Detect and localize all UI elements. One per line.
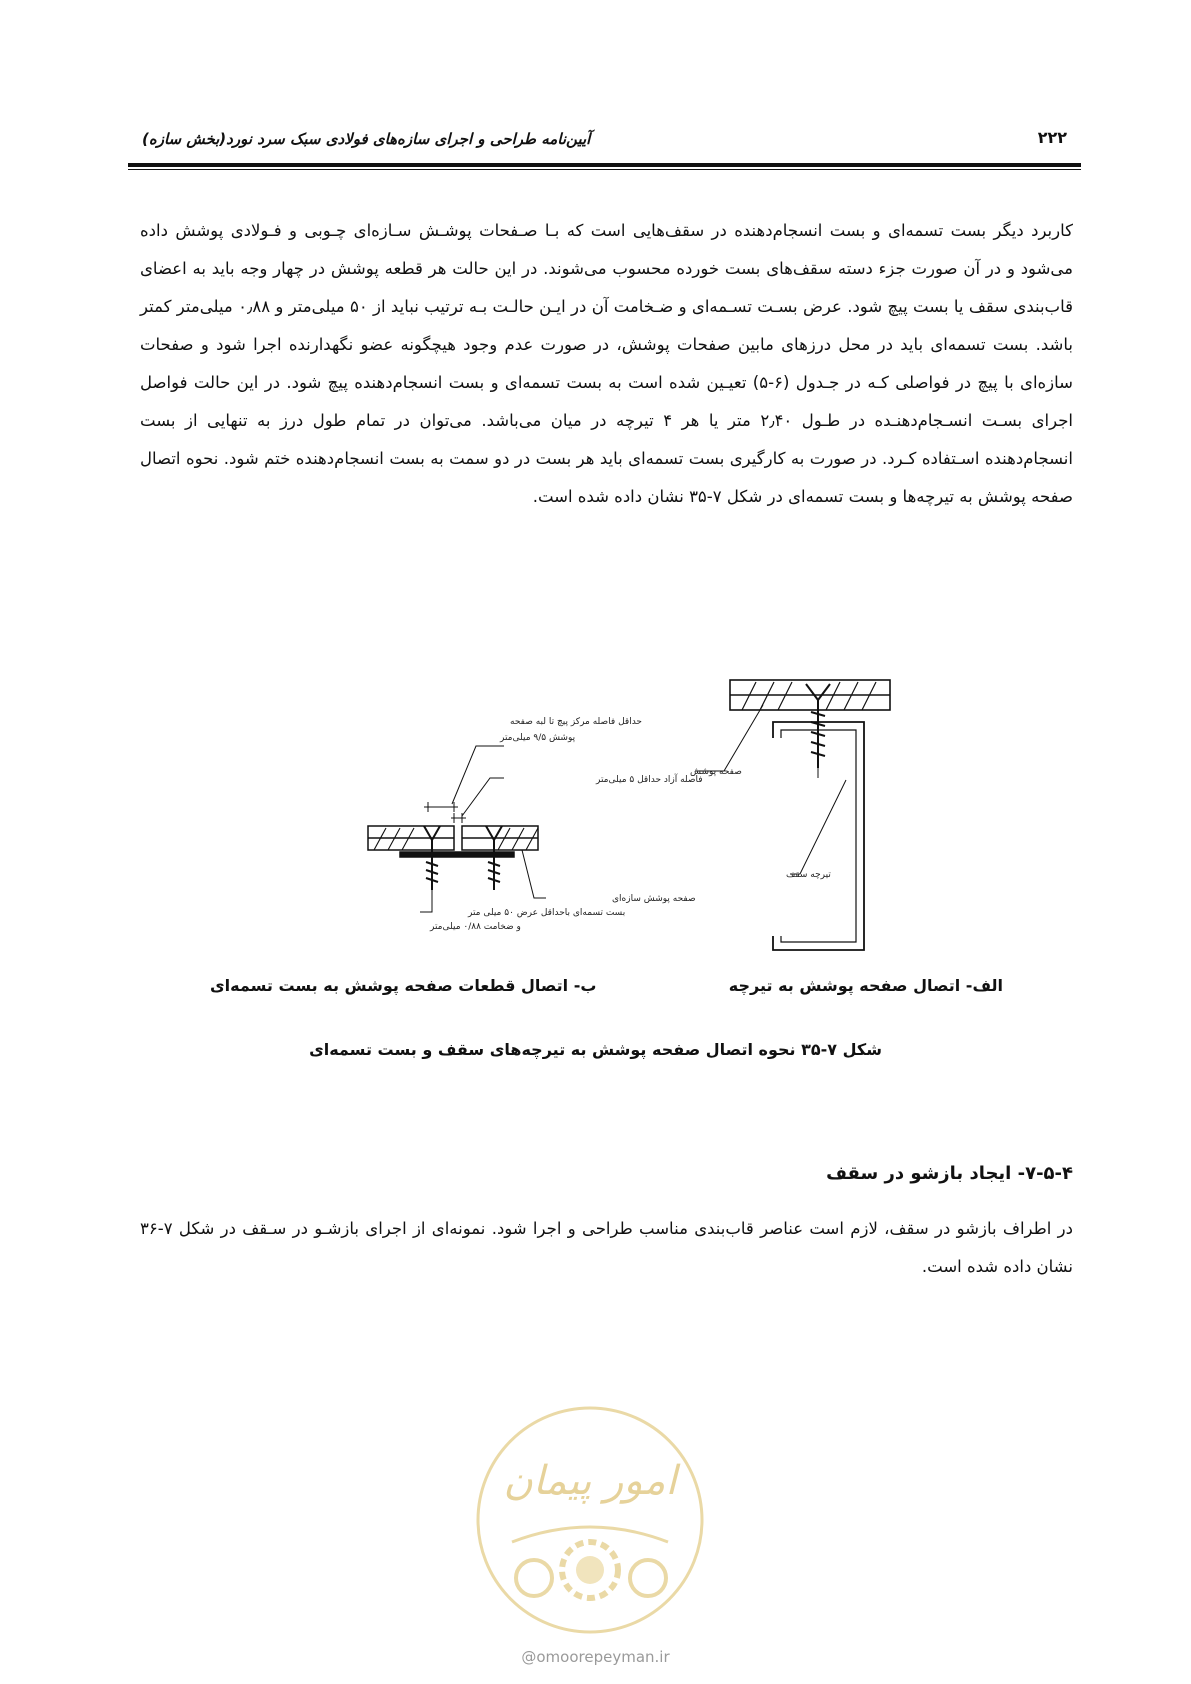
running-title: آیین‌نامه طراحی و اجرای سازه‌های فولادی سبک سرد نورد(بخش سازه) <box>142 130 591 148</box>
joist-channel <box>773 722 864 950</box>
dimension-marks <box>424 802 466 823</box>
label-b-strap-2: و ضخامت ۰/۸۸ میلی‌متر <box>430 922 521 932</box>
watermark-url: @omoorepeyman.ir <box>521 1648 670 1666</box>
caption-a: الف- اتصال صفحه پوشش به تیرچه <box>728 976 1003 995</box>
sheathing-hatch-b <box>374 828 538 850</box>
label-b-gap: فاصله آزاد حداقل ۵ میلی‌متر <box>596 775 703 785</box>
leader-b-gap <box>462 778 504 816</box>
leader-a-sheathing <box>695 705 763 771</box>
label-b-edge-2: پوشش ۹/۵ میلی‌متر <box>500 733 576 743</box>
header-rule-thick <box>128 163 1081 167</box>
body-paragraph-2: در اطراف بازشو در سقف، لازم است عناصر قاب‌بندی مناسب طراحی و اجرا شود. نمونه‌ای از اجرای بازشـو در سـقف در شکل ۷-۳۶ نشان داده شده است. <box>140 1219 1073 1276</box>
figure-caption: شکل ۷-۳۵ نحوه اتصال صفحه پوشش به تیرچه‌های سقف و بست تسمه‌ای <box>309 1040 882 1059</box>
sheathing-hatch-a <box>742 682 876 710</box>
strap <box>400 852 514 857</box>
section-heading: ۷-۵-۴- ایجاد بازشو در سقف <box>826 1163 1073 1184</box>
label-a-sheathing: صفحه پوشش <box>690 767 742 777</box>
screw-a <box>806 684 830 778</box>
diagram-a <box>695 680 890 950</box>
leader-b-edge <box>452 746 504 804</box>
leader-a-joist <box>790 780 846 874</box>
header-rule-thin <box>128 169 1081 170</box>
leader-b-sheathing <box>522 850 546 898</box>
tool-icon <box>630 1560 666 1596</box>
screw-b-left <box>424 826 440 890</box>
watermark-logo-text: امور پیمان <box>503 1458 677 1504</box>
scale-icon <box>516 1560 552 1596</box>
watermark-logo <box>472 1402 708 1638</box>
label-a-joist: تیرچه سقف <box>786 870 831 880</box>
diagram-b <box>368 746 546 912</box>
leader-b-strap <box>420 888 432 912</box>
label-b-sheathing: صفحه پوشش سازه‌ای <box>612 894 696 904</box>
screw-b-right <box>486 826 502 890</box>
body-paragraph-1: کاربرد دیگر بست تسمه‌ای و بست انسجام‌دهنده در سقف‌هایی است که بـا صـفحات پوشـش سـازه‌ای چـوبی و فـولادی پوشش داده می‌شود و در آن صورت جزء دسته سقف‌های بست خورده محسوب می‌شوند. در این حالت هر قطعه پوشش در چهار وجه باید به اعضای قاب‌بندی سقف یا بست پیچ شود. عرض بسـت تسـمه‌ای و ضـخامت آن در ایـن حالـت بـه ترتیب نباید از ۵۰ میلی‌متر و ۰٫۸۸ میلی‌متر کمتر باشد. بست تسمه‌ای باید در محل درزهای مابین صفحات پوشش، در صورت عدم وجود هیچگونه عضو نگهدارنده اجرا شود و صفحات سازه‌ای با پیچ در فواصلی کـه در جـدول (۶-۵) تعیـین شده است به بست تسمه‌ای و بست انسجام‌دهنده پیچ شود. در این حالت فواصل اجرای بسـت انسـجام‌دهنـده در طـول ۲٫۴۰ متر یا هر ۴ تیرچه در میان می‌باشد. می‌توان در تمام طول درز به تنهایی از بست انسجام‌دهنده اسـتفاده کـرد. در صورت به کارگیری بست تسمه‌ای باید هر بست در دو سمت به بست انسجام‌دهنده ختم شود. نحوه اتصال صفحه پوشش به تیرچه‌ها و بست تسمه‌ای در شکل ۷-۳۵ نشان داده شده است. <box>140 221 1074 506</box>
label-b-strap-1: بست تسمه‌ای باحداقل عرض ۵۰ میلی متر <box>468 908 626 918</box>
label-b-edge-1: حداقل فاصله مرکز پیچ تا لبه صفحه <box>510 717 642 727</box>
caption-b: ب- اتصال قطعات صفحه پوشش به بست تسمه‌ای <box>210 976 597 995</box>
page-number: ۲۲۲ <box>1037 128 1067 147</box>
page-header <box>128 128 1081 154</box>
